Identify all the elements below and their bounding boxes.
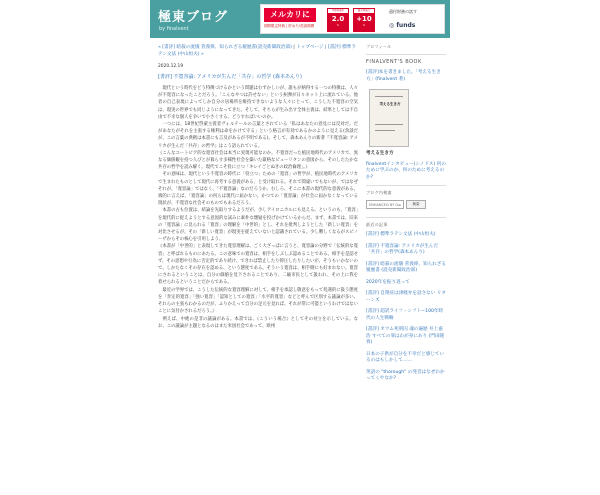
ad-tile-return xyxy=(353,8,375,32)
recent-posts-label: 最近の記事 xyxy=(366,222,388,227)
search-input[interactable] xyxy=(366,200,404,209)
ad-tile-bottom: % xyxy=(336,24,340,27)
interview-link[interactable]: finalventインタビュー(シノドス) 何のために学ぶのか、何のために考えるのか? xyxy=(366,161,446,180)
post-paragraph: その意味は、現代という不寛容の時代に「役立つ」ための「寛容」の哲学が、植民地時代のアメリカで生まれたものとして現代に再考する意義がある、と受け取れる。それで間違いでもないが、ではなぜそれが、「寛容論」ではなく、「不寛容論」なのだろうか。むしろ、そこに本書の現代的な意義がある。端的に言えば、「寛容論」の何らは現代に届かない。かつての「寛容論」が社会に届かなくなっている現状が、不寛容な社会そのものでもあるだろう。 xyxy=(158,172,358,207)
profile-label[interactable]: プロフィール xyxy=(366,44,392,49)
book-title-link[interactable]: 考える生き方 xyxy=(366,151,394,156)
search-label: ブログ内検索 xyxy=(366,190,392,195)
main-content xyxy=(158,44,358,330)
site-subtitle: by finalvent xyxy=(159,26,189,32)
post-paragraph: 本書の古も位置は、結論を先取りするようだが、少しアイロニカルにも見える。というのも、「寛容」を現代的に捉えようとする意図的な試みに素朴な懐疑を投げかけているからだ。まず、本書では、旧来の「寛容論」に見られる「寛容」の理解を「中世的」とし、それを批判しようとした「新しい寛容」を対比させるが、その「新しい寛容」が現実を捉えていないと認識されている。少し難しくなるがスピノーザからその核心を引用しよう。 xyxy=(158,208,358,243)
header-advertisement[interactable] xyxy=(260,4,445,34)
recent-post-link[interactable]: [書評] 超訳ライフ・シフト−100年時代の人生戦略 xyxy=(366,309,444,321)
recent-post-link[interactable]: [書評] 標準ラテン文法 (中山恒夫) xyxy=(366,232,436,237)
post-date: 2020.12.19 xyxy=(158,64,184,69)
ad-tile-top: 手数料割引 xyxy=(328,9,348,13)
breadcrumb xyxy=(158,44,358,58)
divider xyxy=(366,217,446,218)
post-title[interactable]: [書評] 不寛容論: アメリカが生んだ「共存」の哲学 (森本あんり) xyxy=(158,74,302,80)
ad-note: 期間限定特典 | 貯めた!投資期間 xyxy=(264,24,315,28)
divider xyxy=(366,185,446,186)
divider xyxy=(366,54,446,55)
post-paragraph: 一つには、18世紀啓蒙主義者ヴォルテールの言葉とされている「私はあなたの意見には反対だ。だがあなたがそれを主張する権利は命をかけて守る」という格言が有効であるかのように見える(余談だが、この言葉の典拠は本書にも言及があるが不明である)。そして、森本あんりの新著『不寛容論: アメリカが生んだ「共存」の哲学』はこう語られている。 xyxy=(158,122,358,149)
recent-post-link[interactable]: 日本の子供が自分を不幸だと感じているのはもしかして…… xyxy=(366,351,445,363)
post-paragraph: 例えば、中絶の是非の議論がある。本書では、《こういう場合》としてその対立を示している。なお、この議論が主題となるのはまた米国社会であって、欧州 xyxy=(158,316,358,329)
book-cover-title: 考える生き方 xyxy=(379,102,401,106)
post-paragraph: 《本書が「中世的」と表現してきた寛容理解は、ごく大ざっぱに言うと、寛容論の分野で「伝統的な寛容」と呼ばれるものにあたる。この意味での寛容は、相手をしぶしぶ認めることである。相手を是認せず、その思想や行為に否定的であり続け、できれば禁止したり抑圧したりしたいが、そうもいかないので、しかたなくその存在を認める、という態度である。そういう寛容は、相手側にも好まれない。寛容にされるということは、自分の価値を見下されることであり、二級市民として扱われ、その上に我を着せられるということだからである。 xyxy=(158,244,358,286)
ad-tile-bottom: % xyxy=(362,24,366,27)
book-cover-image[interactable] xyxy=(369,89,409,147)
cover-rule xyxy=(375,96,403,97)
site-title[interactable]: 極東ブログ xyxy=(158,10,229,25)
ad-right-text: 還付財務の話す xyxy=(389,9,417,14)
cover-rule xyxy=(375,124,403,125)
top-page-link[interactable]: トップページ xyxy=(296,45,324,50)
ad-tile-value: +10 xyxy=(356,15,372,23)
recent-post-link[interactable]: [書評] 不寛容論: アメリカが生んだ「共存」の哲学(森本あんり) xyxy=(366,243,439,255)
post-paragraph: 現代という時代をどう特徴づけるかという問題はむずかしいが、誰もが納得する一つの特徴は、人々が不寛容になったことだろう。「こんなやつは許せない」という糾弾が日々ネット上に流れている。他者の自己表現によってしか自分の居場所を維持できないような人々にとって、こうした不寛容の空気は、現実の世界でも同じようになってきた。そして、そちらが生み出す全体主義は、結果としては不自由で不幸な個人を争いで小さくする、どうすればいいのか。 xyxy=(158,86,358,120)
site-header xyxy=(150,0,450,38)
post-paragraph: 《こんなユートピア的な寛容社会は本当に実現可能なのか。不寛容だった植民地時代のアメリカで、異なる価値観を持つ人びとが暮らす多様性社会を築いた厳格なピューリタンの意図から、そのしたたかな共存の哲学を読み解く。現代でこそ役に立つ「キレイごとぬきの政治倫理」。》 xyxy=(158,150,358,171)
crumb-separator: | xyxy=(291,45,297,50)
book-header: FINALVENT'S BOOK xyxy=(366,59,422,65)
page xyxy=(150,0,450,495)
search-button[interactable]: 検索 xyxy=(406,200,426,209)
ad-logo[interactable]: メルカリに xyxy=(264,8,316,22)
search-form xyxy=(366,200,446,209)
next-post-link[interactable]: | [書評] 標準ラテン文法 (中山恒夫) » xyxy=(158,45,356,57)
ad-tile-value: 2.0 xyxy=(331,15,345,23)
recent-post-link[interactable]: 2020年を振り返って xyxy=(366,279,410,285)
prev-post-link[interactable]: « [書評] 暗殺の流儀 菅義偉、知られざる履歴書(読売新聞政治部) xyxy=(158,45,292,50)
cover-rule xyxy=(375,130,395,131)
post-paragraph: 最近の学界では、こうした伝統的な寛容理解に対して、相手を承認し敬意をもって処遇的に扱う態度を「肯定的寛容」「強い寛容」「認知としての寛容」「水平的寛容」などと呼んで区別する議論が多い。それらの主張もわかるのだが、ふりかえって自分の足元を見れば、それが常に可能というわけではないことに気付かされるだろう。》 xyxy=(158,287,358,315)
recent-post-link[interactable]: 英語の "thorough" の発音はなぜわかってくやなか? xyxy=(366,369,445,381)
ad-brand[interactable]: ◎ funds xyxy=(389,22,416,29)
recent-post-link[interactable]: [書評] 自閉症は津軽弁を話さない リターンズ xyxy=(366,291,447,303)
book-blurb-link[interactable]: [書評]本を書きました。「考える生き方」(finalvent 著) xyxy=(366,70,441,82)
sidebar xyxy=(366,44,446,388)
recent-post-link[interactable]: [書評] 暗殺の流儀 菅義偉、知られざる履歴書 (読売新聞政治部) xyxy=(366,261,447,273)
recent-post-link[interactable]: [書評] オウム死刑囚 魂の遍歴 井上嘉浩 すべての罪はわが身にあり (門田隆将) xyxy=(366,327,445,345)
ad-tile-fee xyxy=(327,8,349,32)
ad-tile-top: 還元率最大 xyxy=(354,9,374,13)
